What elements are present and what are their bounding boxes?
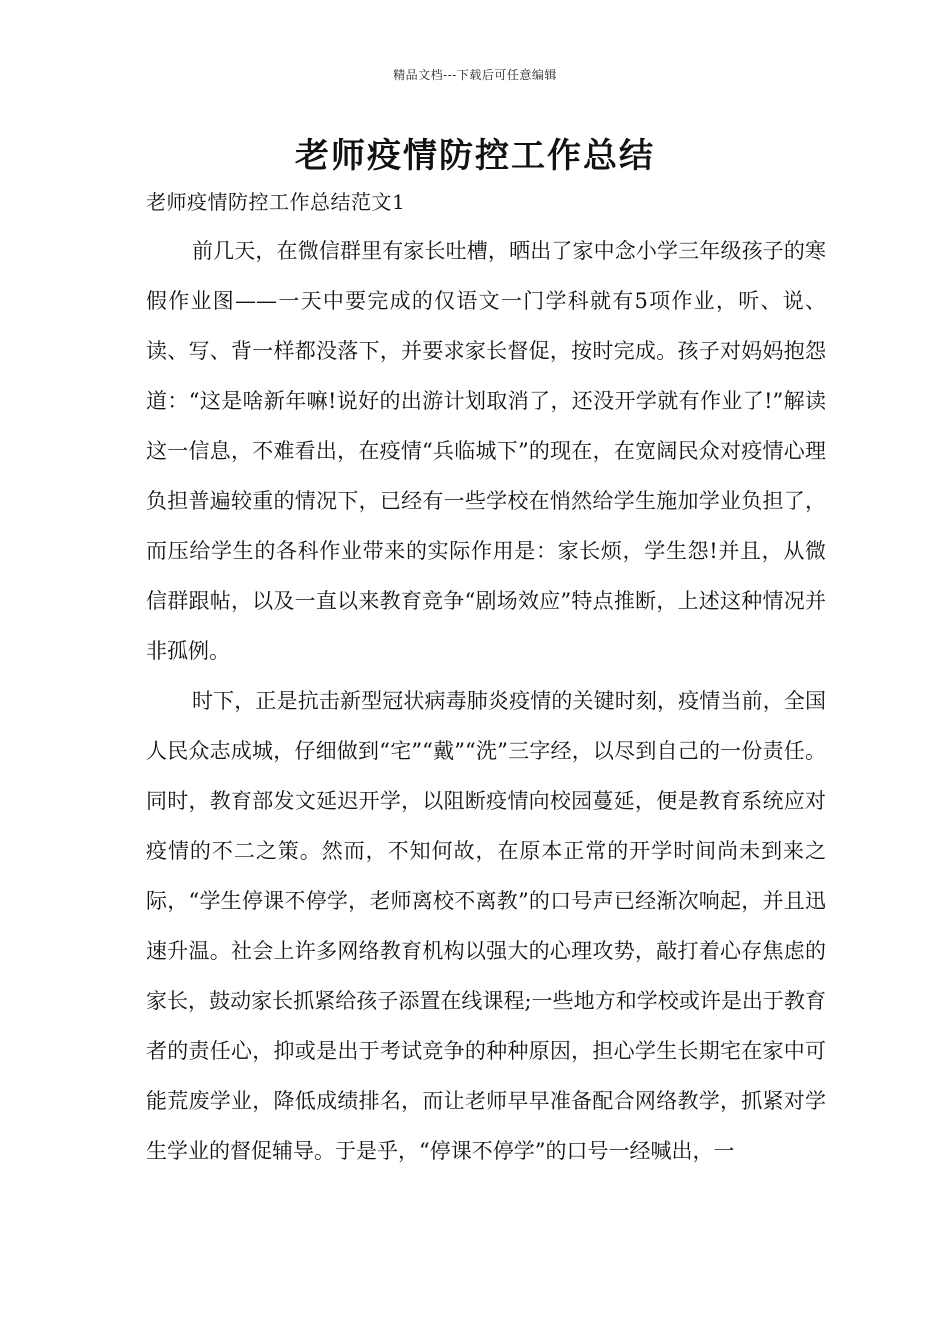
- paragraph-1: 前几天，在微信群里有家长吐槽，晒出了家中念小学三年级孩子的寒假作业图——一天中要完成的仅语文一门学科就有5项作业，听、说、读、写、背一样都没落下，并要求家长督促，按时完成。孩子对妈妈抱怨道：“这是啥新年嘛!说好的出游计划取消了，还没开学就有作业了!”解读这一信息，不难看出，在疫情“兵临城下”的现在，在宽阔民众对疫情心理负担普遍较重的情况下，已经有一些学校在悄然给学生施加学业负担了，而压给学生的各科作业带来的实际作用是：家长烦，学生怨!并且，从微信群跟帖，以及一直以来教育竞争“剧场效应”特点推断，上述这种情况并非孤例。: [146, 239, 826, 663]
- document-title: 老师疫情防控工作总结: [295, 136, 655, 176]
- header-note: 精品文档---下载后可任意编辑: [393, 68, 557, 82]
- paragraph-2: 时下，正是抗击新型冠状病毒肺炎疫情的关键时刻，疫情当前，全国人民众志成城，仔细做到“宅”“戴”“洗”三字经，以尽到自己的一份责任。同时，教育部发文延迟开学，以阻断疫情向校园蔓延，便是教育系统应对疫情的不二之策。然而，不知何故，在原本正常的开学时间尚未到来之际，“学生停课不停学，老师离校不离教”的口号声已经渐次响起，并且迅速升温。社会上许多网络教育机构以强大的心理攻势，敲打着心存焦虑的家长，鼓动家长抓紧给孩子添置在线课程;一些地方和学校或许是出于教育者的责任心，抑或是出于考试竞争的种种原因，担心学生长期宅在家中可能荒废学业，降低成绩排名，而让老师早早准备配合网络教学，抓紧对学生学业的督促辅导。于是乎，“停课不停学”的口号一经喊出，一: [146, 689, 826, 1163]
- document-subtitle: 老师疫情防控工作总结范文1: [146, 190, 406, 214]
